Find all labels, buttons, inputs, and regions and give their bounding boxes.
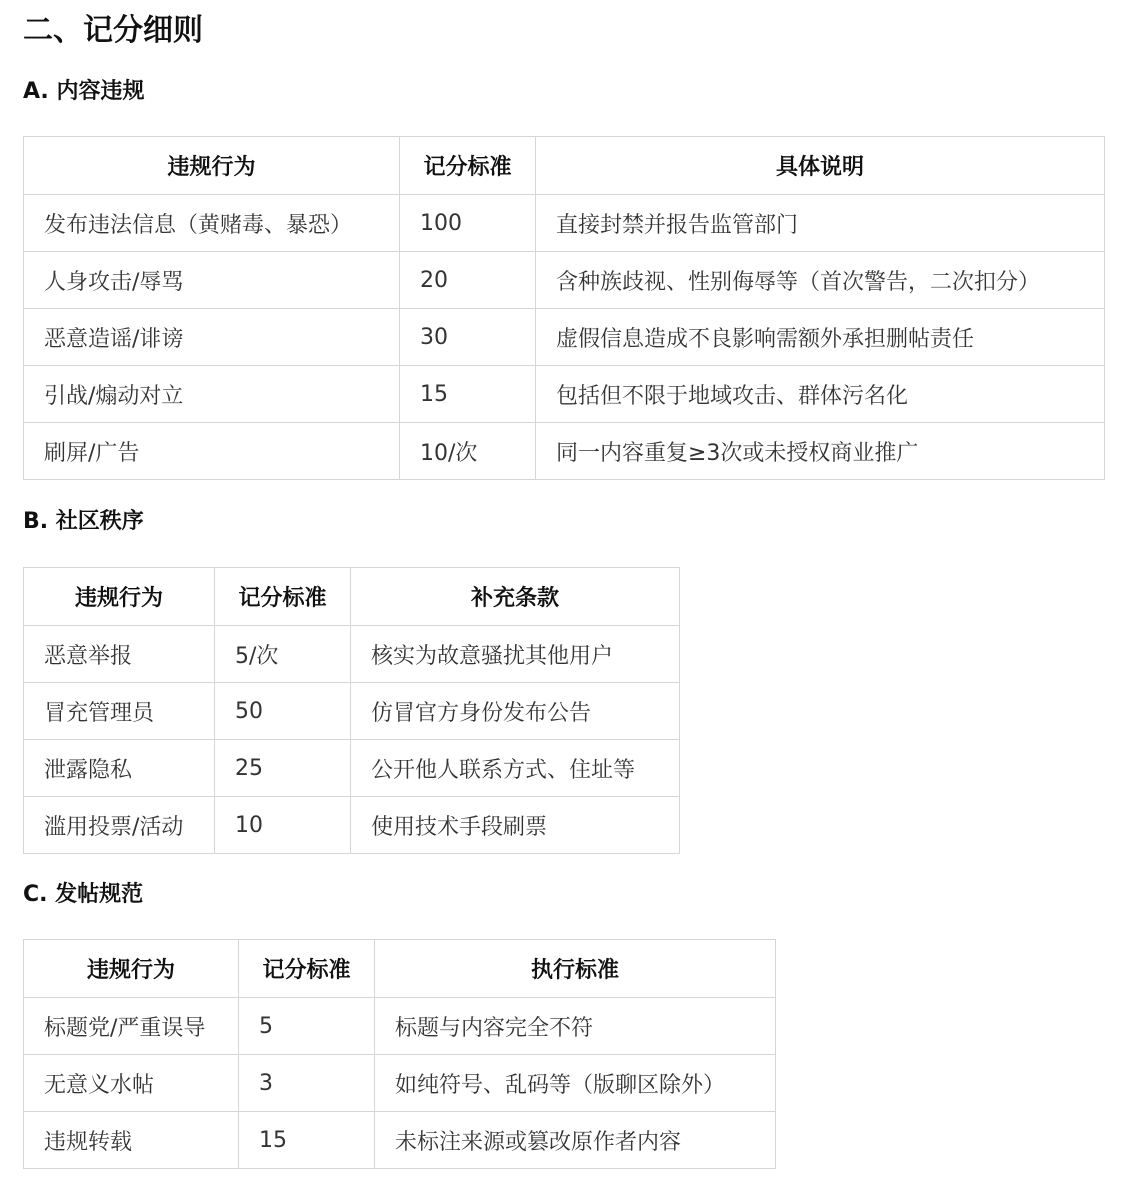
violation-cell: 标题党/严重误导 bbox=[24, 998, 239, 1055]
clause-cell: 使用技术手段刷票 bbox=[351, 797, 680, 854]
table-row bbox=[24, 423, 1105, 480]
description-cell: 包括但不限于地域攻击、群体污名化 bbox=[536, 366, 1105, 423]
table-row bbox=[24, 1112, 776, 1169]
score-cell: 30 bbox=[400, 309, 536, 366]
standard-cell: 标题与内容完全不符 bbox=[375, 998, 776, 1055]
section-heading-posting-rules: C. 发帖规范 bbox=[23, 882, 144, 907]
violation-cell: 刷屏/广告 bbox=[24, 423, 400, 480]
score-cell: 10/次 bbox=[400, 423, 536, 480]
section-heading-community-order: B. 社区秩序 bbox=[23, 509, 144, 534]
table-row bbox=[24, 626, 680, 683]
table-header-row bbox=[24, 568, 680, 626]
section-heading-content-violation: A. 内容违规 bbox=[23, 79, 145, 104]
score-cell: 100 bbox=[400, 195, 536, 252]
violation-cell: 无意义水帖 bbox=[24, 1055, 239, 1112]
violation-cell: 滥用投票/活动 bbox=[24, 797, 215, 854]
table-row bbox=[24, 683, 680, 740]
content-violation-table bbox=[23, 136, 1105, 480]
description-cell: 同一内容重复≥3次或未授权商业推广 bbox=[536, 423, 1105, 480]
violation-cell: 恶意举报 bbox=[24, 626, 215, 683]
score-cell: 15 bbox=[239, 1112, 375, 1169]
score-cell: 20 bbox=[400, 252, 536, 309]
clause-cell: 仿冒官方身份发布公告 bbox=[351, 683, 680, 740]
score-cell: 3 bbox=[239, 1055, 375, 1112]
description-cell: 直接封禁并报告监管部门 bbox=[536, 195, 1105, 252]
column-header: 执行标准 bbox=[375, 940, 776, 998]
column-header: 补充条款 bbox=[351, 568, 680, 626]
table-row bbox=[24, 1055, 776, 1112]
score-cell: 5 bbox=[239, 998, 375, 1055]
clause-cell: 公开他人联系方式、住址等 bbox=[351, 740, 680, 797]
column-header: 记分标准 bbox=[400, 137, 536, 195]
table-header-row bbox=[24, 940, 776, 998]
table-row bbox=[24, 252, 1105, 309]
posting-rules-table bbox=[23, 939, 776, 1169]
column-header: 违规行为 bbox=[24, 137, 400, 195]
violation-cell: 冒充管理员 bbox=[24, 683, 215, 740]
violation-cell: 人身攻击/辱骂 bbox=[24, 252, 400, 309]
column-header: 违规行为 bbox=[24, 940, 239, 998]
standard-cell: 未标注来源或篡改原作者内容 bbox=[375, 1112, 776, 1169]
column-header: 具体说明 bbox=[536, 137, 1105, 195]
table-row bbox=[24, 998, 776, 1055]
table-row bbox=[24, 195, 1105, 252]
column-header: 违规行为 bbox=[24, 568, 215, 626]
page-title: 二、记分细则 bbox=[23, 13, 203, 48]
table-row bbox=[24, 309, 1105, 366]
table-row bbox=[24, 797, 680, 854]
description-cell: 含种族歧视、性别侮辱等（首次警告，二次扣分） bbox=[536, 252, 1105, 309]
standard-cell: 如纯符号、乱码等（版聊区除外） bbox=[375, 1055, 776, 1112]
violation-cell: 恶意造谣/诽谤 bbox=[24, 309, 400, 366]
table-row bbox=[24, 366, 1105, 423]
clause-cell: 核实为故意骚扰其他用户 bbox=[351, 626, 680, 683]
table-row bbox=[24, 740, 680, 797]
violation-cell: 违规转载 bbox=[24, 1112, 239, 1169]
score-cell: 5/次 bbox=[215, 626, 351, 683]
violation-cell: 发布违法信息（黄赌毒、暴恐） bbox=[24, 195, 400, 252]
violation-cell: 泄露隐私 bbox=[24, 740, 215, 797]
description-cell: 虚假信息造成不良影响需额外承担删帖责任 bbox=[536, 309, 1105, 366]
score-cell: 25 bbox=[215, 740, 351, 797]
community-order-table bbox=[23, 567, 680, 854]
violation-cell: 引战/煽动对立 bbox=[24, 366, 400, 423]
score-cell: 15 bbox=[400, 366, 536, 423]
column-header: 记分标准 bbox=[215, 568, 351, 626]
score-cell: 10 bbox=[215, 797, 351, 854]
table-header-row bbox=[24, 137, 1105, 195]
score-cell: 50 bbox=[215, 683, 351, 740]
column-header: 记分标准 bbox=[239, 940, 375, 998]
